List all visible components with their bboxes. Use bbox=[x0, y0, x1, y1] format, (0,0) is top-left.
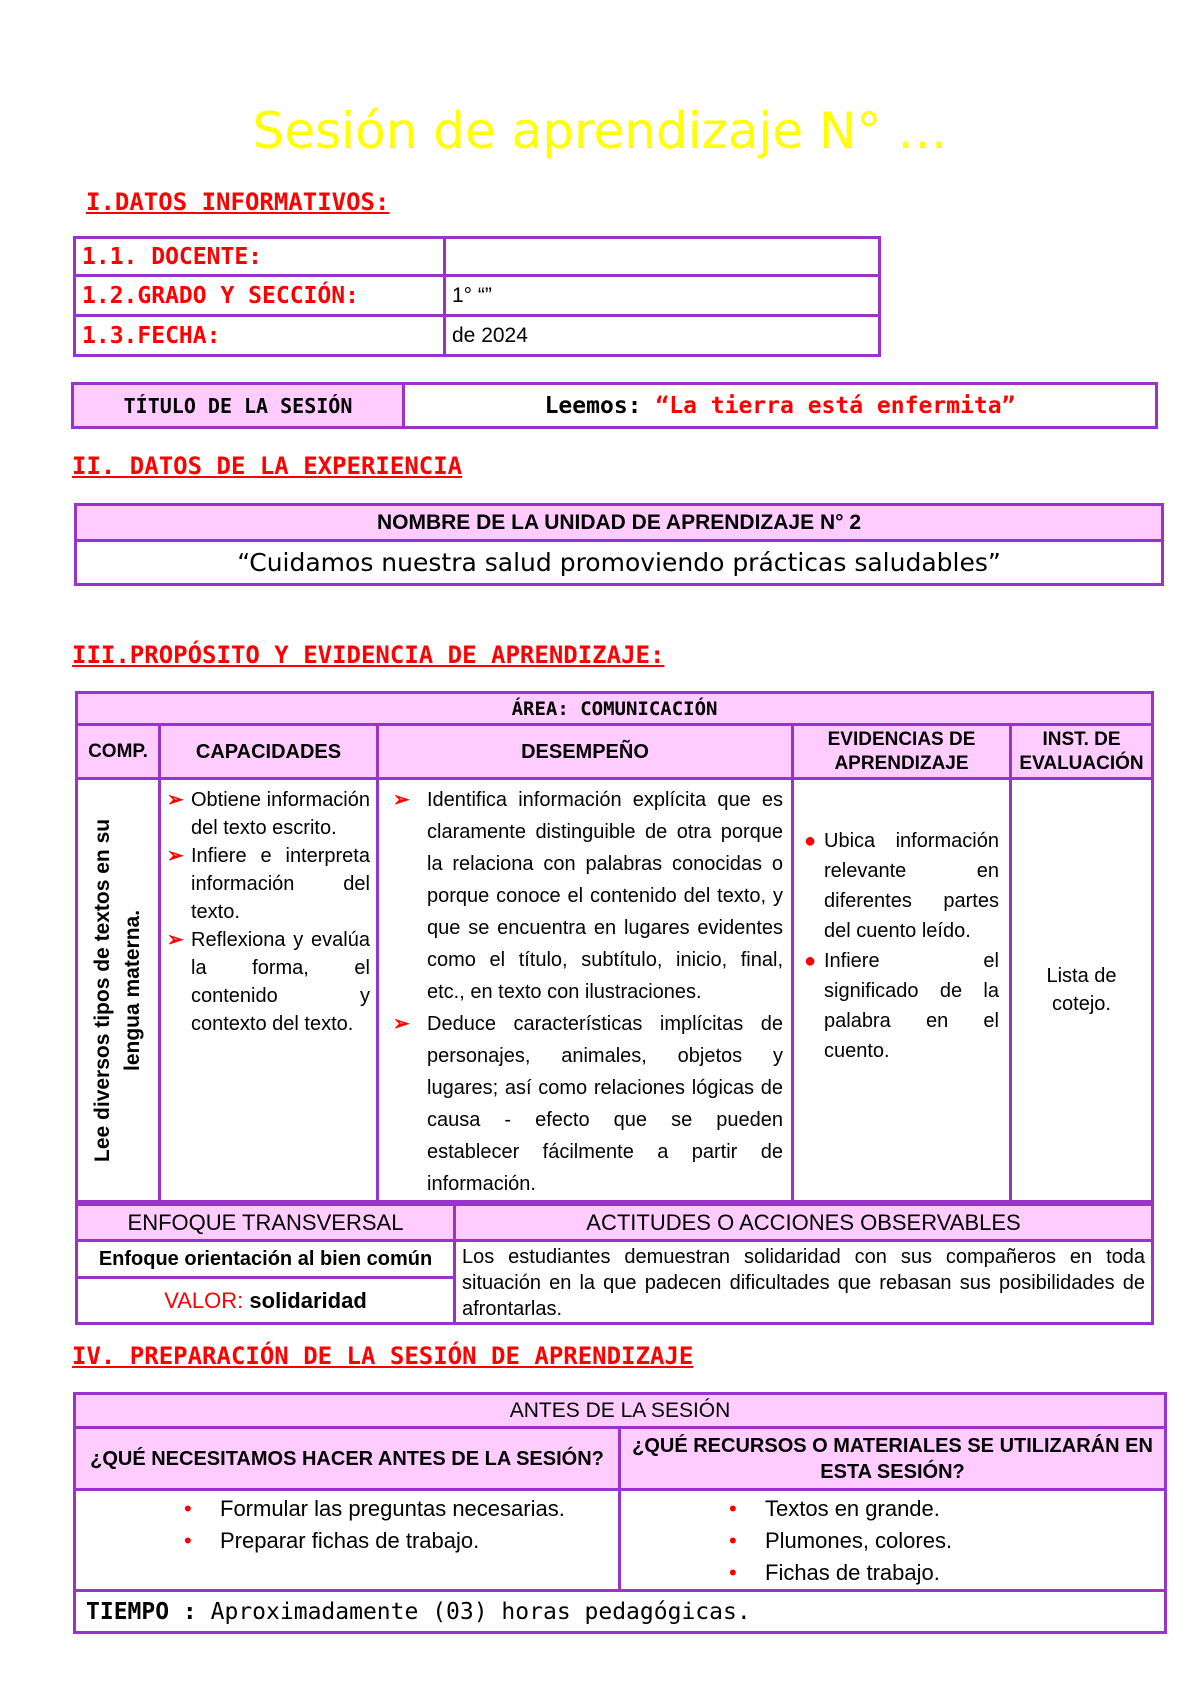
docente-value[interactable] bbox=[445, 238, 880, 276]
comp-header: COMP. bbox=[77, 725, 160, 779]
valor-label: VALOR: bbox=[164, 1287, 244, 1313]
capacidad-item: ➢ Obtiene información del texto escrito. bbox=[167, 786, 370, 842]
titulo-sesion-table bbox=[71, 382, 1158, 429]
capacidad-item: ➢ Reflexiona y evalúa la forma, el contenido y contexto del texto. bbox=[167, 926, 370, 1038]
desempeno-item: ➢ Identifica información explícita que es claramente distinguible de otra porque la relaciona con palabras conocidas o porque conoce el contenido del texto, y que se encuentra en lugares evidentes como el título, subtítulo, inicio, final, etc., en texto con ilustraciones. bbox=[393, 784, 783, 1008]
preparacion-table bbox=[73, 1392, 1167, 1634]
antes-header: ANTES DE LA SESIÓN bbox=[75, 1394, 1166, 1428]
titulo-sesion-value bbox=[404, 384, 1157, 428]
bullet-icon: • bbox=[729, 1560, 737, 1585]
desempeno-header: DESEMPEÑO bbox=[378, 725, 793, 779]
enfoque-value: Enfoque orientación al bien común bbox=[77, 1241, 455, 1278]
desempeno-item: ➢ Deduce características implícitas de personajes, animales, objetos y lugares; así como relaciones lógicas de causa - efecto que se pueden establecer fácilmente a partir de información. bbox=[393, 1008, 783, 1200]
valor-cell bbox=[77, 1278, 455, 1324]
section-heading-proposito: III.PROPÓSITO Y EVIDENCIA DE APRENDIZAJE: bbox=[72, 641, 665, 669]
col1-header: ¿QUÉ NECESITAMOS HACER ANTES DE LA SESIÓN? bbox=[75, 1428, 620, 1490]
evidencia-item: ● Infiere el significado de la palabra en el cuento. bbox=[804, 946, 999, 1066]
arrow-bullet-icon: ➢ bbox=[167, 929, 184, 951]
titulo-sesion-label: TÍTULO DE LA SESIÓN bbox=[73, 384, 404, 428]
titulo-name: “La tierra está enfermita” bbox=[655, 392, 1016, 419]
capacidad-item: ➢ Infiere e interpreta información del texto. bbox=[167, 842, 370, 926]
page-title: Sesión de aprendizaje N° … bbox=[252, 102, 948, 160]
section-heading-preparacion: IV. PREPARACIÓN DE LA SESIÓN DE APRENDIZAJE bbox=[72, 1342, 694, 1370]
col2-header: ¿QUÉ RECURSOS O MATERIALES SE UTILIZARÁN EN ESTA SESIÓN? bbox=[620, 1428, 1166, 1490]
col1-cell bbox=[75, 1490, 620, 1591]
enfoque-table bbox=[75, 1203, 1154, 1325]
unidad-value: “Cuidamos nuestra salud promoviendo prácticas saludables” bbox=[76, 541, 1163, 585]
docente-label: 1.1. DOCENTE: bbox=[75, 238, 445, 276]
evidencias-cell bbox=[793, 779, 1011, 1202]
area-header: ÁREA: COMUNICACIÓN bbox=[77, 693, 1153, 725]
capacidades-cell bbox=[160, 779, 378, 1202]
arrow-bullet-icon: ➢ bbox=[393, 1013, 410, 1035]
evidencias-header: EVIDENCIAS DE APRENDIZAJE bbox=[793, 725, 1011, 779]
fecha-label: 1.3.FECHA: bbox=[75, 316, 445, 356]
bullet-icon: • bbox=[729, 1496, 737, 1521]
col2-item: • Textos en grande. bbox=[729, 1493, 1158, 1525]
tiempo-value: Aproximadamente (03) horas pedagógicas. bbox=[210, 1598, 751, 1625]
bullet-icon: • bbox=[184, 1496, 192, 1521]
capacidades-header: CAPACIDADES bbox=[160, 725, 378, 779]
tiempo-cell bbox=[75, 1591, 1166, 1633]
section-heading-datos-informativos: I.DATOS INFORMATIVOS: bbox=[86, 188, 390, 216]
col1-item: • Preparar fichas de trabajo. bbox=[184, 1525, 612, 1557]
col2-cell bbox=[620, 1490, 1166, 1591]
bullet-icon: ● bbox=[804, 830, 817, 852]
grado-value[interactable]: 1° “” bbox=[445, 276, 880, 316]
bullet-icon: • bbox=[729, 1528, 737, 1553]
unidad-label: NOMBRE DE LA UNIDAD DE APRENDIZAJE N° 2 bbox=[76, 505, 1163, 541]
tiempo-label: TIEMPO : bbox=[86, 1598, 197, 1625]
col1-item: • Formular las preguntas necesarias. bbox=[184, 1493, 612, 1525]
col2-item: • Fichas de trabajo. bbox=[729, 1557, 1158, 1589]
valor-value: solidaridad bbox=[249, 1287, 367, 1313]
competencia-cell bbox=[77, 779, 160, 1202]
col2-item: • Plumones, colores. bbox=[729, 1525, 1158, 1557]
fecha-value[interactable]: de 2024 bbox=[445, 316, 880, 356]
enfoque-header: ENFOQUE TRANSVERSAL bbox=[77, 1205, 455, 1241]
actitudes-value: Los estudiantes demuestran solidaridad con sus compañeros en toda situación en la que padecen dificultades que rebasan sus posibilidades de afrontarlas. bbox=[455, 1241, 1153, 1324]
proposito-table bbox=[75, 691, 1154, 1203]
evidencia-item: ● Ubica información relevante en diferentes partes del cuento leído. bbox=[804, 826, 999, 946]
unidad-table bbox=[74, 503, 1164, 586]
bullet-icon: ● bbox=[804, 950, 817, 972]
datos-informativos-table bbox=[73, 236, 881, 357]
arrow-bullet-icon: ➢ bbox=[167, 789, 184, 811]
arrow-bullet-icon: ➢ bbox=[393, 789, 410, 811]
desempeno-cell bbox=[378, 779, 793, 1202]
section-heading-experiencia: II. DATOS DE LA EXPERIENCIA bbox=[72, 452, 463, 480]
arrow-bullet-icon: ➢ bbox=[167, 845, 184, 867]
grado-label: 1.2.GRADO Y SECCIÓN: bbox=[75, 276, 445, 316]
competencia-text: Lee diversos tipos de textos en su lengua materna. bbox=[91, 818, 144, 1162]
bullet-icon: • bbox=[184, 1528, 192, 1553]
titulo-prefix: Leemos: bbox=[544, 392, 642, 419]
instrumento-cell: Lista de cotejo. bbox=[1011, 779, 1153, 1202]
inst-header: INST. DE EVALUACIÓN bbox=[1011, 725, 1153, 779]
actitudes-header: ACTITUDES O ACCIONES OBSERVABLES bbox=[455, 1205, 1153, 1241]
